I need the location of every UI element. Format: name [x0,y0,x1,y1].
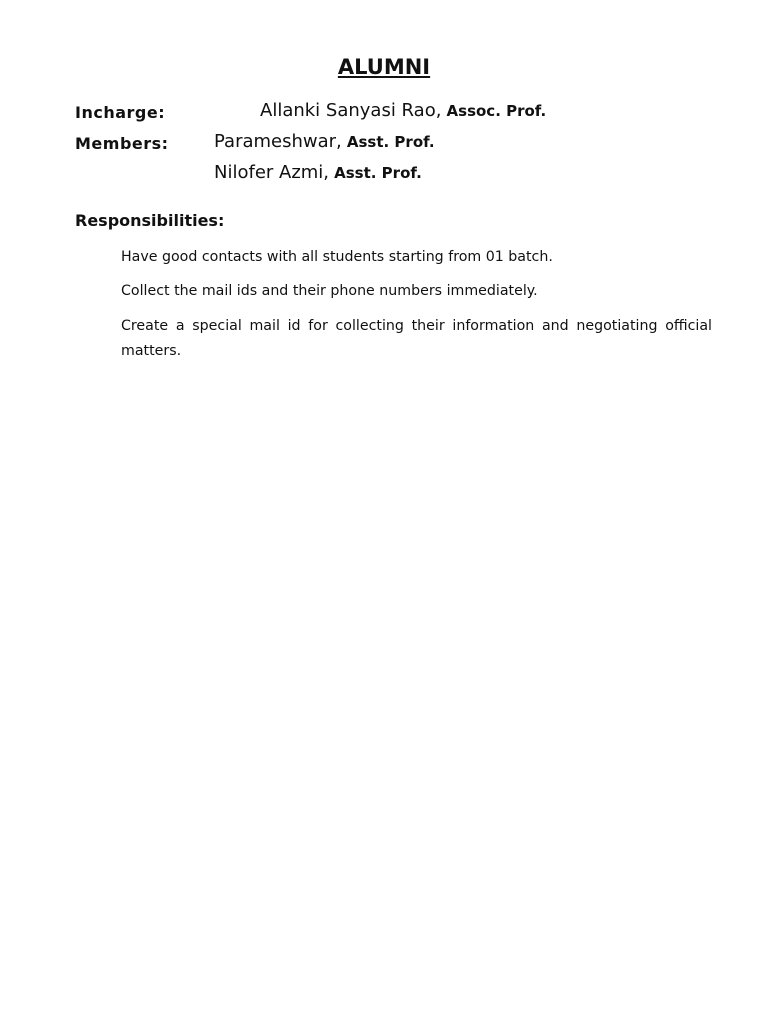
page-title: ALUMNI [337,55,431,79]
incharge-name: Allanki Sanyasi Rao, [260,100,442,121]
member-name: Parameshwar, [214,131,342,152]
incharge-designation: Assoc. Prof. [446,102,547,120]
incharge-person [260,100,546,121]
member-name: Nilofer Azmi, [214,162,330,183]
paragraph: Create a special mail id for collecting their information and negotiating official matters. [121,318,712,359]
member-person [214,131,435,152]
responsibilities-heading: Responsibilities: [75,211,225,230]
incharge-label: Incharge: [75,103,166,122]
member-designation: Asst. Prof. [346,133,435,151]
member-designation: Asst. Prof. [334,164,422,182]
members-label: Members: [75,134,169,153]
paragraph: Collect the mail ids and their phone numbers immediately. [121,283,538,299]
member-person [214,162,422,183]
paragraph: Have good contacts with all students starting from 01 batch. [121,249,553,265]
